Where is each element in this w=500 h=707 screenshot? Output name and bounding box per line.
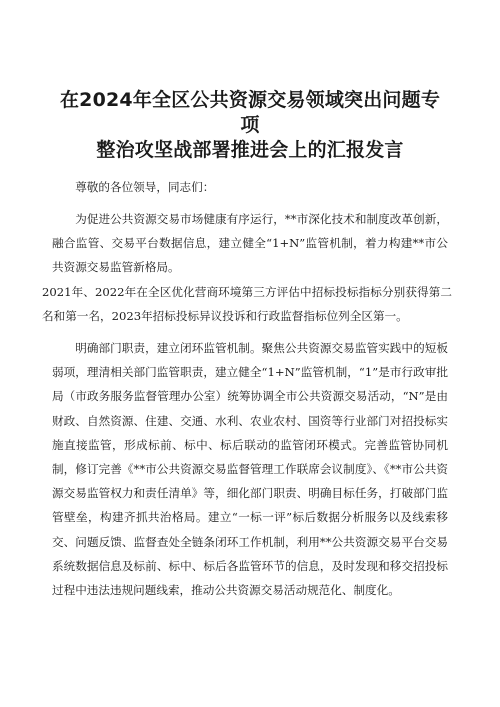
paragraph-responsibilities: 明确部门职责，建立闭环监管机制。聚焦公共资源交易监管实践中的短板弱项，理清相关部门监管职责，建立健全“1+N”监管机制，“1”是市行政审批局（市政务服务监督管理办公室）统筹协调全市公共资源交易活动，“N”是由财政、自然资源、住建、交通、水利、农业农村、国资等行业部门对招投标实施直接监管，形成标前、标中、标后联动的监管闭环模式。完善监管协同机制，修订完善《**市公共资源交易监督管理工作联席会议制度》、《**市公共资源交易监管权力和责任清单》等，细化部门职责、明确目标任务，打破部门监管壁垒，构建齐抓共治格局。建立“一标一评”标后数据分析服务以及线索移交、问题反馈、监督查处全链条闭环工作机制，利用**公共资源交易平台交易系统数据信息及标前、标中、标后各监管环节的信息，及时发现和移交招投标过程中违法违规问题线索，推动公共资源交易活动规范化、制度化。 [52, 341, 448, 598]
document-title [52, 88, 448, 163]
paragraph-rankings: 2021年、2022年在全区优化营商环境第三方评估中招标投标指标分别获得第二名和第一名，2023年招标投标异议投诉和行政监督指标位列全区第一。 [42, 284, 452, 323]
paragraph-intro: 为促进公共资源交易市场健康有序运行，**市深化技术和制度改革创新，融合监管、交易平台数据信息，建立健全“1+N”监管机制，着力构建**市公共资源交易监管新格局。 [52, 212, 448, 275]
spacer [52, 199, 448, 207]
spacer [52, 328, 448, 336]
title-line-2: 整治攻坚战部署推进会上的汇报发言 [96, 139, 404, 161]
title-line-1: 在2024年全区公共资源交易领域突出问题专项 [59, 89, 441, 136]
salutation: 尊敬的各位领导，同志们： [75, 180, 215, 194]
